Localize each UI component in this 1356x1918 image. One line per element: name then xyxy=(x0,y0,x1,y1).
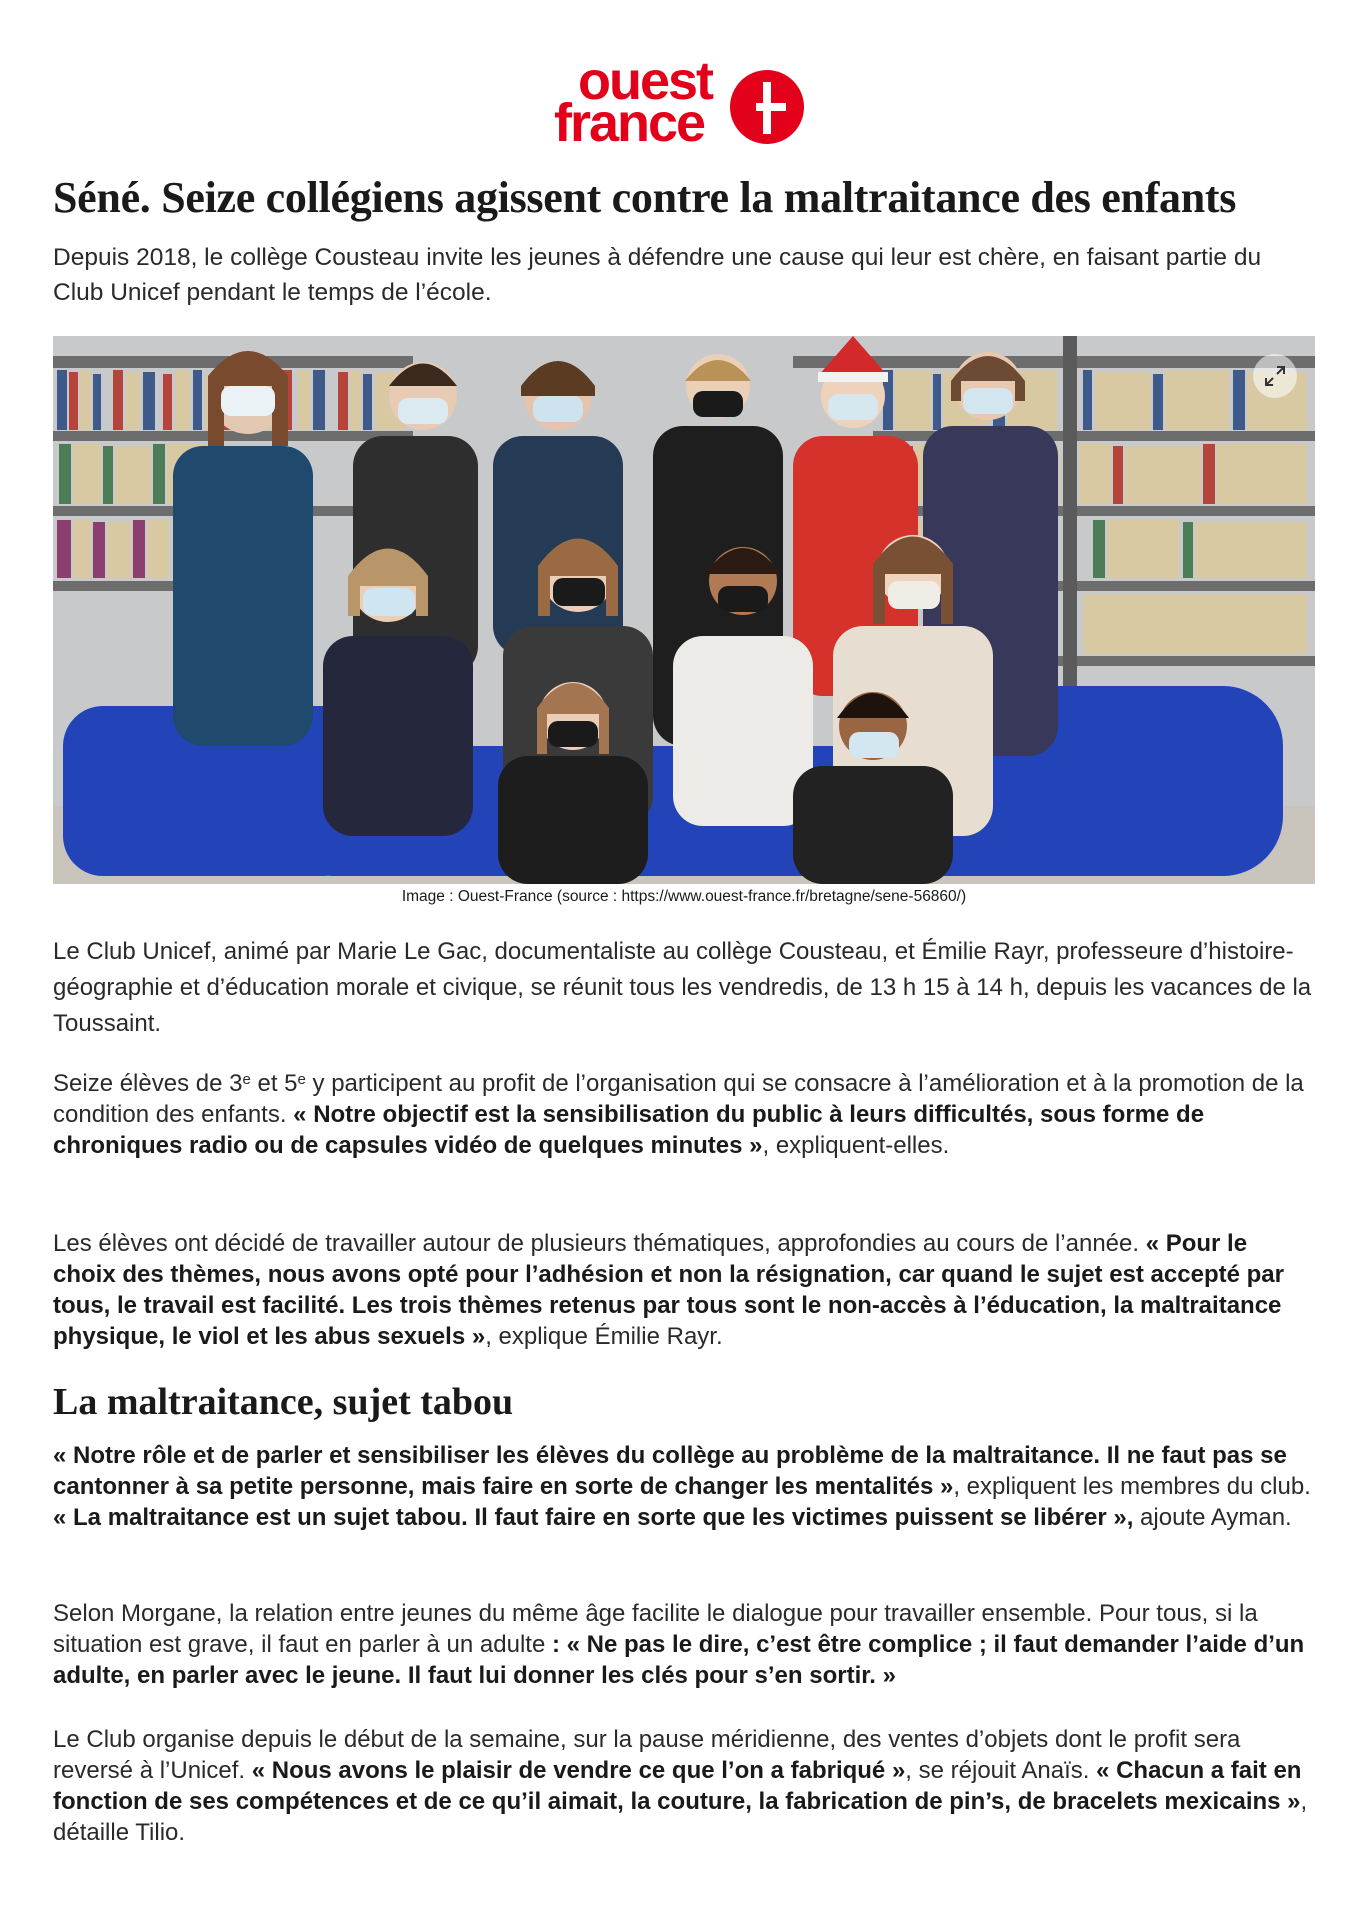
p2-text-c: y participent au profit de l’organisation qui se consacre à l’amélioration et à la promotion de la condition des enfants. xyxy=(53,1070,1304,1128)
p5-quote: : « Ne pas le dire, c’est être complice ; il faut demander l’aide d’un adulte, en parler avec le jeune. Il faut lui donner les clés pour s’en sortir. » xyxy=(53,1631,1305,1689)
article-title: Séné. Seize collégiens agissent contre la maltraitance des enfants xyxy=(53,173,1237,222)
p6-text-b: , se réjouit Anaïs. xyxy=(905,1757,1097,1784)
p2-quote: « Notre objectif est la sensibilisation du public à leurs difficultés, sous forme de chroniques radio ou de capsules vidéo de quelques minutes » xyxy=(53,1101,1205,1159)
p3-text-a: Les élèves ont décidé de travailler autour de plusieurs thématiques, approfondies au cours de l’année. xyxy=(53,1230,1146,1257)
logo-line-ouest: ouest xyxy=(578,51,713,111)
article-photo xyxy=(53,336,1315,884)
group-photo-illustration xyxy=(53,336,1315,884)
paragraph-3 xyxy=(53,1228,1315,1352)
p3-quote: « Pour le choix des thèmes, nous avons opté pour l’adhésion et non la résignation, car quand le sujet est accepté par tous, le travail est facilité. Les trois thèmes retenus par tous sont le non-accès à l’éducation, la maltraitance physique, le viol et les abus sexuels » xyxy=(53,1230,1284,1350)
p3-text-b: , explique Émilie Rayr. xyxy=(485,1323,723,1350)
article-lead: Depuis 2018, le collège Cousteau invite les jeunes à défendre une cause qui leur est chère, en faisant partie du Club Unicef pendant le temps de l’école. xyxy=(53,244,1262,306)
logo-circle-icon xyxy=(728,68,806,146)
p6-quote-1: « Nous avons le plaisir de vendre ce que l’on a fabriqué » xyxy=(251,1757,906,1784)
p6-quote-2: « Chacun a fait en fonction de ses compétences et de ce qu’il aimait, la couture, la fabrication de pin’s, de bracelets mexicains » xyxy=(53,1757,1302,1815)
expand-icon xyxy=(1264,365,1286,387)
p2-text-b: et 5 xyxy=(250,1070,298,1097)
p2-text-d: , expliquent-elles. xyxy=(762,1132,950,1159)
p2-sup-1: e xyxy=(242,1071,251,1088)
p6-text-a: Le Club organise depuis le début de la semaine, sur la pause méridienne, des ventes d’objets dont le profit sera reversé à l’Unicef. xyxy=(53,1726,1241,1784)
p4-quote-1: « Notre rôle et de parler et sensibiliser les élèves du collège au problème de la maltraitance. Il ne faut pas se cantonner à sa petite personne, mais faire en sorte de changer les mentalités » xyxy=(53,1442,1287,1500)
p4-text-b: ajoute Ayman. xyxy=(1133,1504,1292,1531)
paragraph-1: Le Club Unicef, animé par Marie Le Gac, documentaliste au collège Cousteau, et Émilie Rayr, professeure d’histoire-géographie et d’éducation morale et civique, se réunit tous les vendredis, de 13 h 15 à 14 h, depuis les vacances de la Toussaint. xyxy=(53,938,1312,1037)
paragraph-2 xyxy=(53,1068,1315,1161)
section-subhead: La maltraitance, sujet tabou xyxy=(53,1381,514,1423)
p2-text-a: Seize élèves de 3 xyxy=(53,1070,243,1097)
p5-text-a: Selon Morgane, la relation entre jeunes du même âge facilite le dialogue pour travailler ensemble. Pour tous, si la situation est grave, il faut en parler à un adulte xyxy=(53,1600,1258,1658)
paragraph-6 xyxy=(53,1724,1315,1848)
logo-line-france: france xyxy=(554,93,705,153)
photo-caption: Image : Ouest-France (source : https://www.ouest-france.fr/bretagne/sene-56860/) xyxy=(401,888,967,905)
p2-sup-2: e xyxy=(297,1071,306,1088)
expand-photo-button[interactable] xyxy=(1253,354,1297,398)
p4-text-a: , expliquent les membres du club. xyxy=(953,1473,1311,1500)
paragraph-5 xyxy=(53,1598,1315,1691)
p4-quote-2: « La maltraitance est un sujet tabou. Il faut faire en sorte que les victimes puissent se libérer », xyxy=(53,1504,1134,1531)
paragraph-4 xyxy=(53,1440,1315,1533)
ouest-france-logo[interactable] xyxy=(554,51,814,153)
p6-text-c: , détaille Tilio. xyxy=(53,1788,1308,1846)
